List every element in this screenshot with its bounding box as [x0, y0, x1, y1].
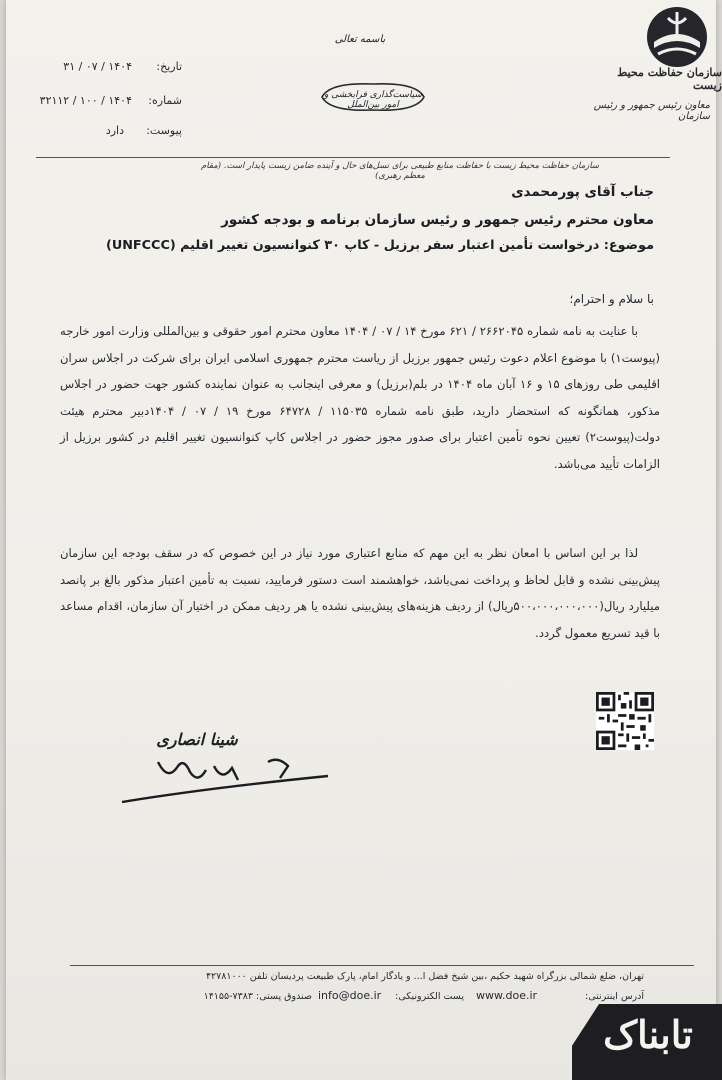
- qr-code: [596, 692, 654, 750]
- date-label: تاریخ:: [156, 60, 182, 73]
- recipient-title: معاون محترم رئیس جمهور و رئیس سازمان برنامه و بودجه کشور: [221, 212, 654, 228]
- signatory-name: شینا انصاری: [156, 730, 238, 749]
- footer-email-label: پست الکترونیکی:: [395, 991, 464, 1002]
- footer-po-box: صندوق پستی: ۷۳۸۳-۱۴۱۵۵: [203, 991, 312, 1002]
- greeting: با سلام و احترام؛: [569, 292, 654, 306]
- stamp-text: سیاست‌گذاری فرا‌بخشی و امور بین‌الملل: [324, 90, 422, 110]
- footer-website-label: آدرس اینترنتی:: [585, 991, 644, 1002]
- letterhead-motto: سازمان حفاظت محیط زیست با حفاظت منابع طبیعی برای نسل‌های حال و آینده ضامن زیست پایدار است. (مقام معظم رهبری): [201, 161, 599, 181]
- footer-email[interactable]: info@doe.ir: [318, 989, 382, 1002]
- attachment-label: پیوست:: [146, 124, 182, 137]
- basmala-heading: باسمه تعالی: [334, 34, 386, 45]
- recipient-name: جناب آقای پورمحمدی: [511, 184, 654, 200]
- organization-name: سازمان حفاظت محیط زیست: [617, 66, 722, 92]
- date-value: ۱۴۰۴ / ۰۷ / ۳۱: [63, 60, 132, 73]
- body-paragraph-1: با عنایت به نامه شماره ۲۶۶۲۰۴۵ / ۶۲۱ مورخ ۱۴ / ۰۷ / ۱۴۰۴ معاون محترم امور حقوقی و بین‌المللی وزارت امور خارجه (پیوست۱) با موضوع اعلام دعوت رئیس جمهور برزیل از ریاست محترم جمهوری اسلامی ایران برای شرکت در اجلاس سران اقلیمی طی روزهای ۱۵ و ۱۶ آبان ماه ۱۴۰۴ در بلم(برزیل) و معرفی اینجانب به عنوان نماینده کشور جهت حضور در اجلاس مذکور، همانگونه که استحضار دارید، طبق نامه شماره ۱۱۵۰۳۵ / ۶۴۷۲۸ مورخ ۱۹ / ۰۷ / ۱۴۰۴دبیر محترم هیئت دولت(پیوست۲) تعیین نحوه تأمین اعتبار برای صدور مجوز حضور در اجلاس کاپ کنوانسیون تغییر اقلیم در کشور برزیل از الزامات تأیید می‌باشد.: [60, 324, 660, 471]
- body-paragraph-2: لذا بر این اساس با امعان نظر به این مهم که منابع اعتباری مورد نیاز در این خصوص که در سقف بودجه این سازمان پیش‌بینی نشده و قابل لحاظ و پرداخت نمی‌باشد، خواهشمند است دستور فرمایید، نسبت به تأمین اعتبار مذکور بالغ بر پانصد میلیارد ریال(۵۰۰،۰۰۰،۰۰۰،۰۰۰ریال) از ردیف هزینه‌های پیش‌بینی نشده یا هر ردیف ممکن در اختیار آن سازمان، اقدام مساعد با قید تسریع معمول گردد.: [60, 546, 660, 640]
- letter-subject: موضوع: درخواست تأمین اعتبار سفر برزیل - کاپ ۳۰ کنوانسیون تغییر اقلیم (UNFCCC): [105, 238, 654, 253]
- number-value: ۱۴۰۴ / ۱۰۰ / ۳۲۱۱۲: [39, 94, 132, 107]
- footer-address: تهران، ضلع شمالی بزرگراه شهید حکیم ،بین شیخ فضل ا... و یادگار امام، پارک طبیعت پردیسان تلفن ۴۲۷۸۱۰۰۰: [205, 971, 644, 982]
- deputy-office-title: معاون رئیس جمهور و رئیس سازمان: [593, 100, 710, 122]
- footer-website[interactable]: www.doe.ir: [476, 989, 538, 1002]
- news-watermark-logo: تابناک: [603, 1012, 693, 1057]
- handwritten-signature: [118, 722, 348, 808]
- number-label: شماره:: [148, 94, 182, 107]
- attachment-value: دارد: [105, 124, 124, 137]
- header-divider: [36, 157, 670, 158]
- doe-emblem-icon: [644, 4, 710, 70]
- footer-divider: [70, 965, 694, 966]
